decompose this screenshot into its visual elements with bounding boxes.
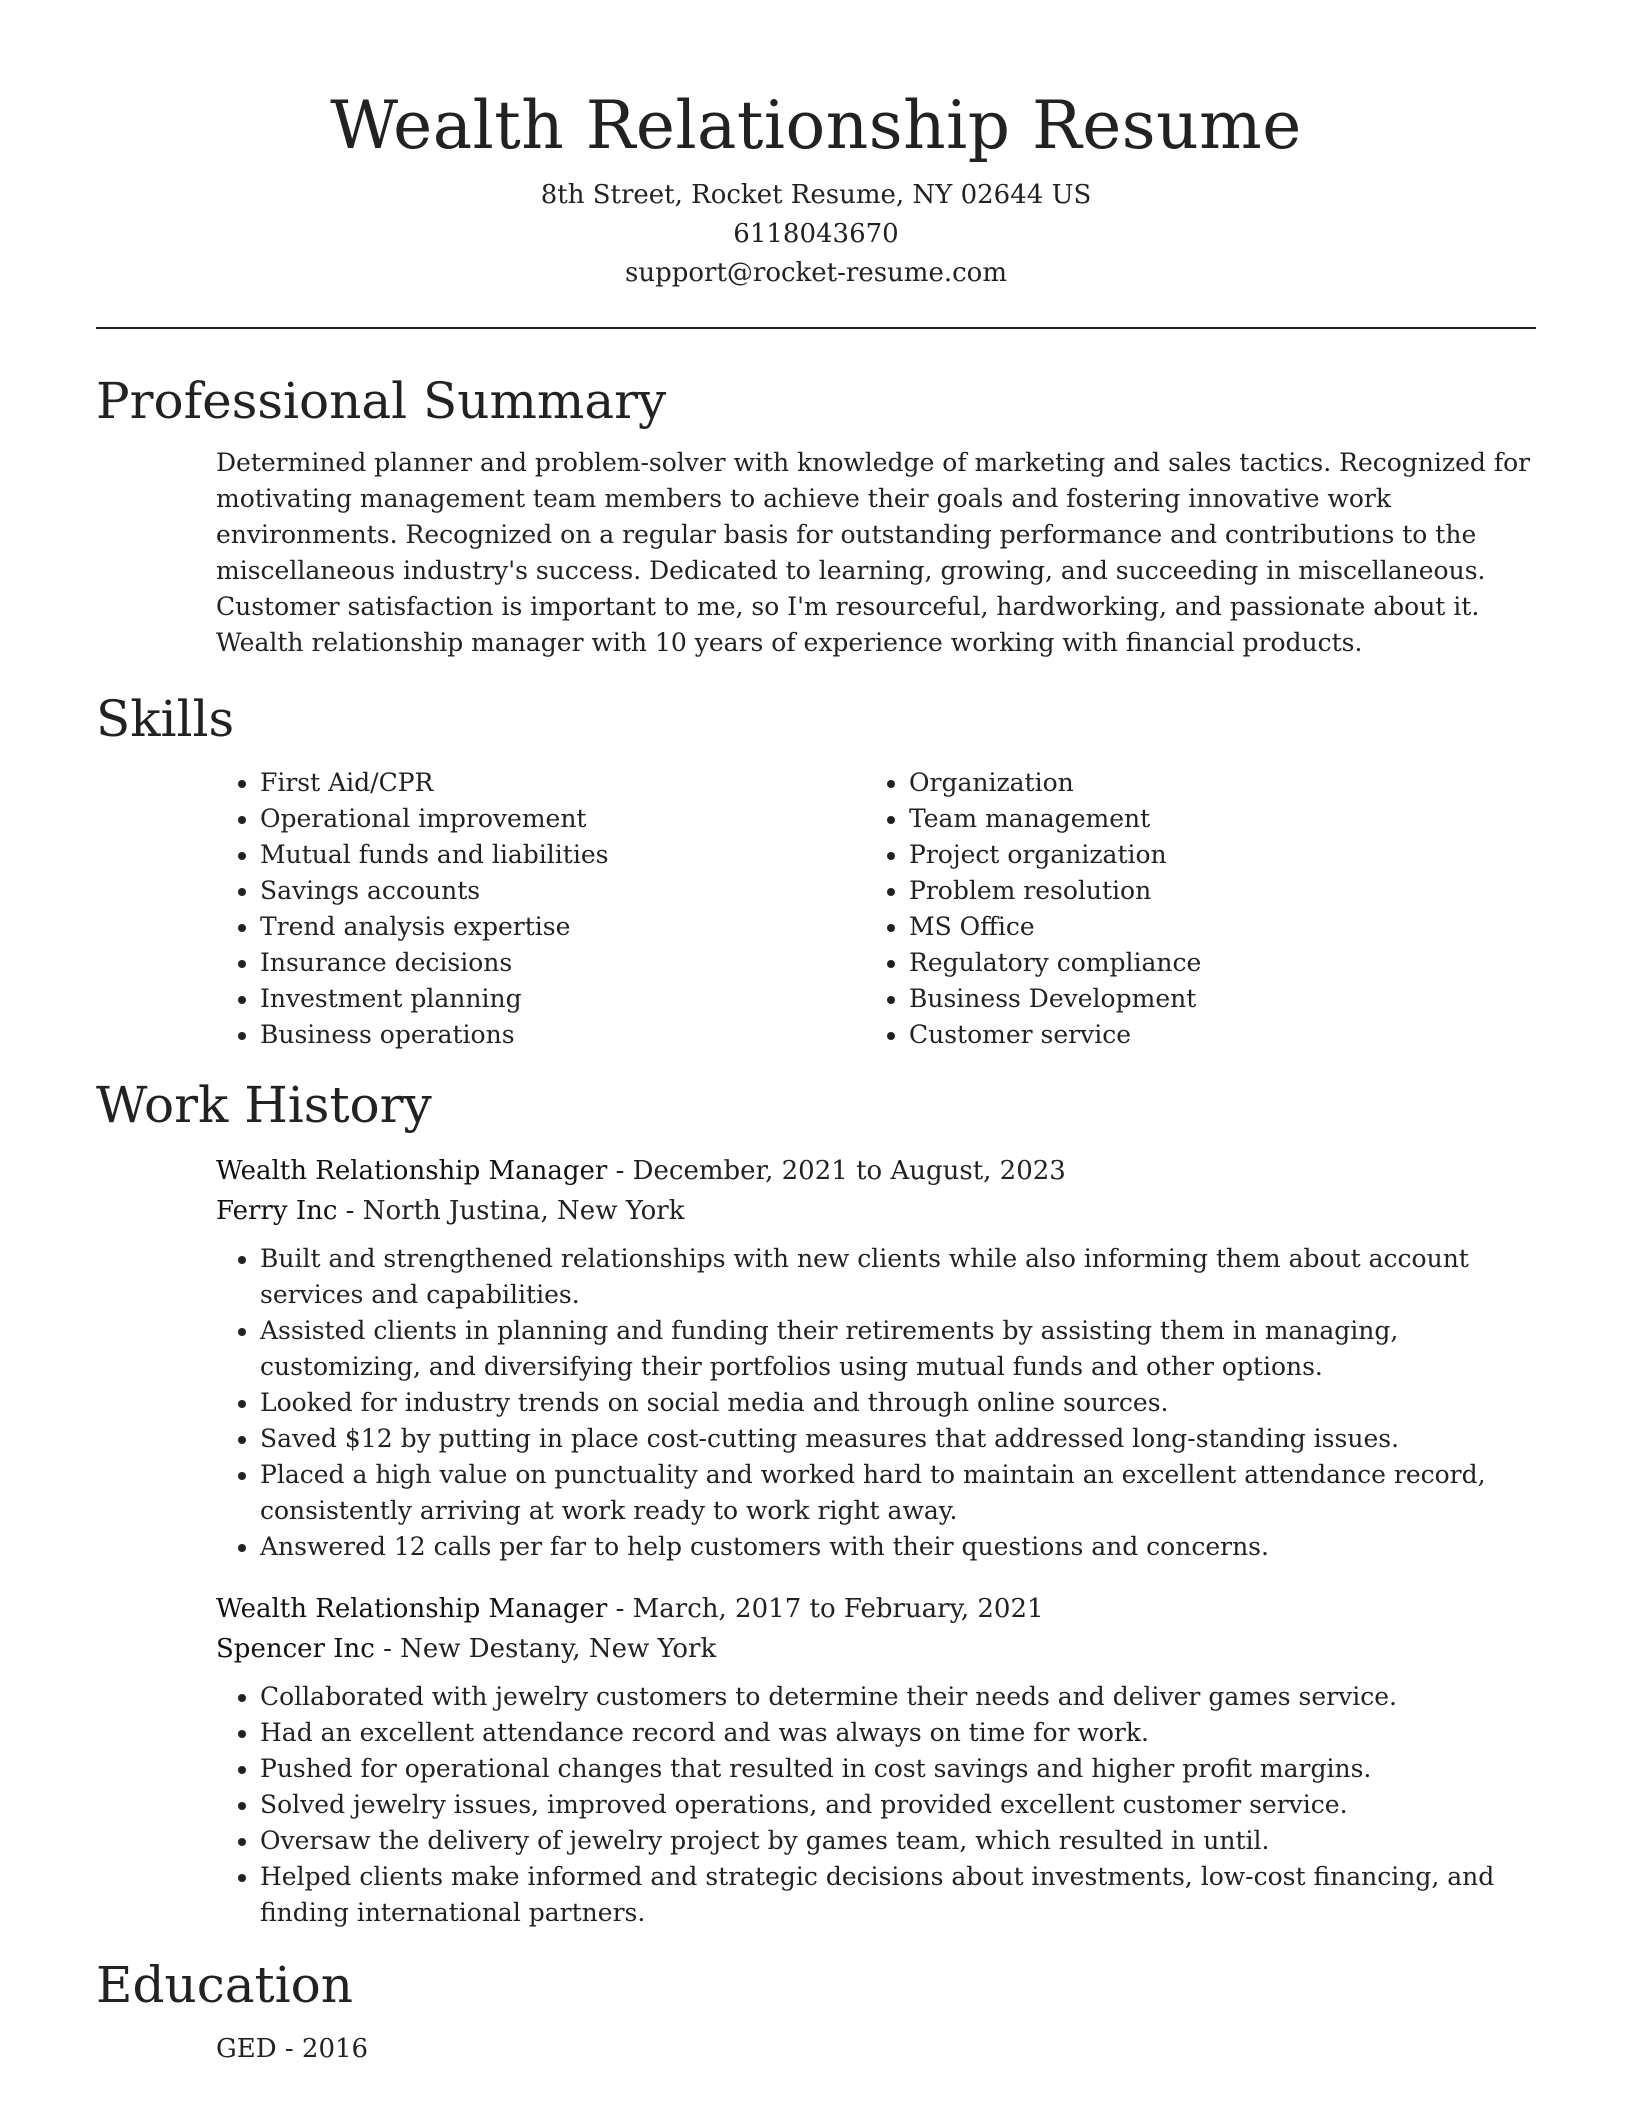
resume-header <box>96 0 1536 293</box>
skill-item: • Savings accounts <box>260 873 865 909</box>
skill-item: • Organization <box>909 765 1514 801</box>
skill-item: • MS Office <box>909 909 1514 945</box>
job-company: Ferry Inc <box>216 1196 338 1226</box>
job-company-line <box>216 1191 1536 1231</box>
resume-page <box>96 0 1536 2069</box>
job-bullet: • Assisted clients in planning and funding their retirements by assisting them in managing, customizing, and diversifying their portfolios using mutual funds and other options. <box>260 1313 1536 1385</box>
education-year: - 2016 <box>276 2034 369 2064</box>
skill-item: • Regulatory compliance <box>909 945 1514 981</box>
resume-title: Wealth Relationship Resume <box>330 87 1302 164</box>
job-company-line <box>216 1629 1536 1669</box>
skill-item: • Problem resolution <box>909 873 1514 909</box>
skill-item: • Customer service <box>909 1017 1514 1053</box>
skills-list <box>216 765 1536 1053</box>
education-degree: GED <box>216 2034 277 2064</box>
job-bullet: • Oversaw the delivery of jewelry project by games team, which resulted in until. <box>260 1823 1536 1859</box>
job-role: Wealth Relationship Manager <box>216 1594 608 1624</box>
work-history-heading: Work History <box>96 1076 432 1134</box>
skill-item: • Operational improvement <box>260 801 865 837</box>
skills-column-left <box>216 765 865 1053</box>
contact-phone: 6118043670 <box>733 219 899 249</box>
job-bullet: • Had an excellent attendance record and was always on time for work. <box>260 1715 1536 1751</box>
summary-heading: Professional Summary <box>96 372 667 430</box>
job-bullet: • Looked for industry trends on social media and through online sources. <box>260 1385 1536 1421</box>
header-divider <box>96 327 1536 329</box>
summary-text: Determined planner and problem-solver with knowledge of marketing and sales tactics. Recognized for motivating management team members to achieve their goals and fostering innovative work environments. Recognized on a regular basis for outstanding performance and contributions to the miscellaneous industry's success. Dedicated to learning, growing, and succeeding in miscellaneous. Customer satisfaction is important to me, so I'm resourceful, hardworking, and passionate about it. Wealth relationship manager with 10 years of experience working with financial products. <box>216 448 1531 657</box>
job-bullet: • Saved $12 by putting in place cost-cutting measures that addressed long-standing issues. <box>260 1421 1536 1457</box>
skill-item: • Team management <box>909 801 1514 837</box>
job-bullets <box>216 1241 1536 1565</box>
job-title-line <box>216 1151 1536 1191</box>
job-bullet: • Helped clients make informed and strategic decisions about investments, low-cost financing, and finding international partners. <box>260 1859 1536 1931</box>
job-role: Wealth Relationship Manager <box>216 1156 608 1186</box>
job-company: Spencer Inc <box>216 1634 375 1664</box>
skill-item: • First Aid/CPR <box>260 765 865 801</box>
job-bullet: • Solved jewelry issues, improved operations, and provided excellent customer service. <box>260 1787 1536 1823</box>
education-heading: Education <box>96 1956 353 2014</box>
job-location: - New Destany, New York <box>374 1634 717 1664</box>
skill-item: • Business operations <box>260 1017 865 1053</box>
skills-column-right <box>865 765 1514 1053</box>
job-entry <box>216 1151 1536 1565</box>
job-dates: - December, 2021 to August, 2023 <box>607 1156 1066 1186</box>
contact-address: 8th Street, Rocket Resume, NY 02644 US <box>540 180 1092 210</box>
education-entry <box>216 2029 1536 2069</box>
job-bullet: • Built and strengthened relationships with new clients while also informing them about account services and capabilities. <box>260 1241 1536 1313</box>
job-bullet: • Collaborated with jewelry customers to determine their needs and deliver games service. <box>260 1679 1536 1715</box>
skill-item: • Investment planning <box>260 981 865 1017</box>
skill-item: • Insurance decisions <box>260 945 865 981</box>
job-bullets <box>216 1679 1536 1931</box>
skills-heading: Skills <box>96 690 235 748</box>
skill-item: • Trend analysis expertise <box>260 909 865 945</box>
job-dates: - March, 2017 to February, 2021 <box>607 1594 1044 1624</box>
job-entry <box>216 1589 1536 1931</box>
job-bullet: • Answered 12 calls per far to help customers with their questions and concerns. <box>260 1529 1536 1565</box>
job-bullet: • Pushed for operational changes that resulted in cost savings and higher profit margins. <box>260 1751 1536 1787</box>
contact-email: support@rocket-resume.com <box>624 258 1007 288</box>
contact-block <box>96 176 1536 293</box>
skill-item: • Mutual funds and liabilities <box>260 837 865 873</box>
skill-item: • Business Development <box>909 981 1514 1017</box>
job-title-line <box>216 1589 1536 1629</box>
job-bullet: • Placed a high value on punctuality and worked hard to maintain an excellent attendance record, consistently arriving at work ready to work right away. <box>260 1457 1536 1529</box>
job-location: - North Justina, New York <box>337 1196 685 1226</box>
skill-item: • Project organization <box>909 837 1514 873</box>
